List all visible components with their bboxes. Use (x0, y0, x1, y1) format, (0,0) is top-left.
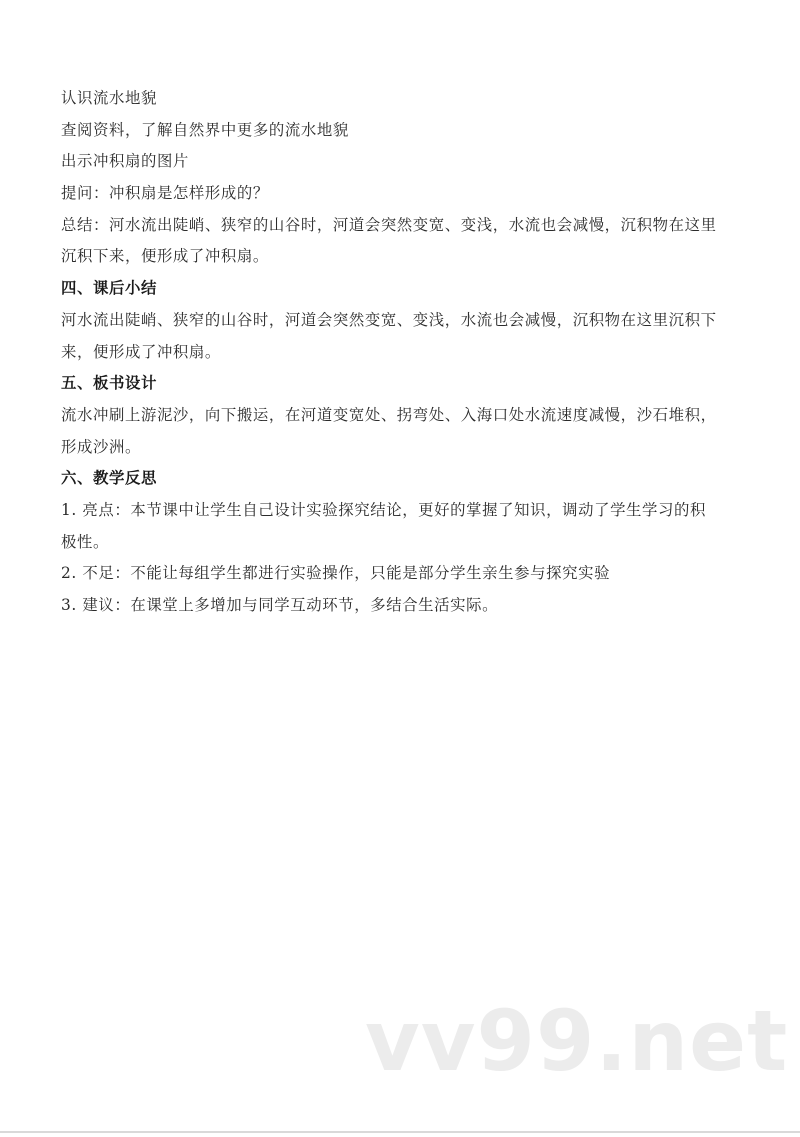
text-line: 河水流出陡峭、狭窄的山谷时，河道会突然变宽、变浅，水流也会减慢，沉积物在这里沉积下 (61, 310, 717, 329)
text-line: 提问：冲积扇是怎样形成的？ (61, 184, 269, 203)
text-line: 查阅资料，了解自然界中更多的流水地貌 (61, 120, 349, 139)
text-line: 沉积下来，便形成了冲积扇。 (61, 247, 269, 266)
section-heading-summary: 四、课后小结 (61, 279, 157, 298)
list-item-continued: 极性。 (61, 532, 109, 551)
text-line: 总结：河水流出陡峭、狭窄的山谷时，河道会突然变宽、变浅，水流也会减慢，沉积物在这里 (61, 215, 717, 234)
text-line: 流水冲刷上游泥沙，向下搬运，在河道变宽处、拐弯处、入海口处水流速度减慢，沙石堆积， (61, 405, 717, 424)
list-item: 2. 不足：不能让每组学生都进行实验操作，只能是部分学生亲生参与探究实验 (61, 564, 611, 583)
document-content (61, 86, 761, 625)
list-item: 1. 亮点：本节课中让学生自己设计实验探究结论，更好的掌握了知识，调动了学生学习的积 (61, 500, 707, 519)
section-heading-board-design: 五、板书设计 (61, 374, 157, 393)
watermark: vv99.net (365, 992, 789, 1090)
text-line: 形成沙洲。 (61, 437, 141, 456)
text-line: 认识流水地貌 (61, 89, 157, 107)
text-line: 出示冲积扇的图片 (61, 152, 189, 171)
list-item: 3. 建议：在课堂上多增加与同学互动环节，多结合生活实际。 (61, 596, 499, 614)
text-line: 来，便形成了冲积扇。 (61, 342, 221, 361)
section-heading-reflection: 六、教学反思 (61, 469, 157, 488)
